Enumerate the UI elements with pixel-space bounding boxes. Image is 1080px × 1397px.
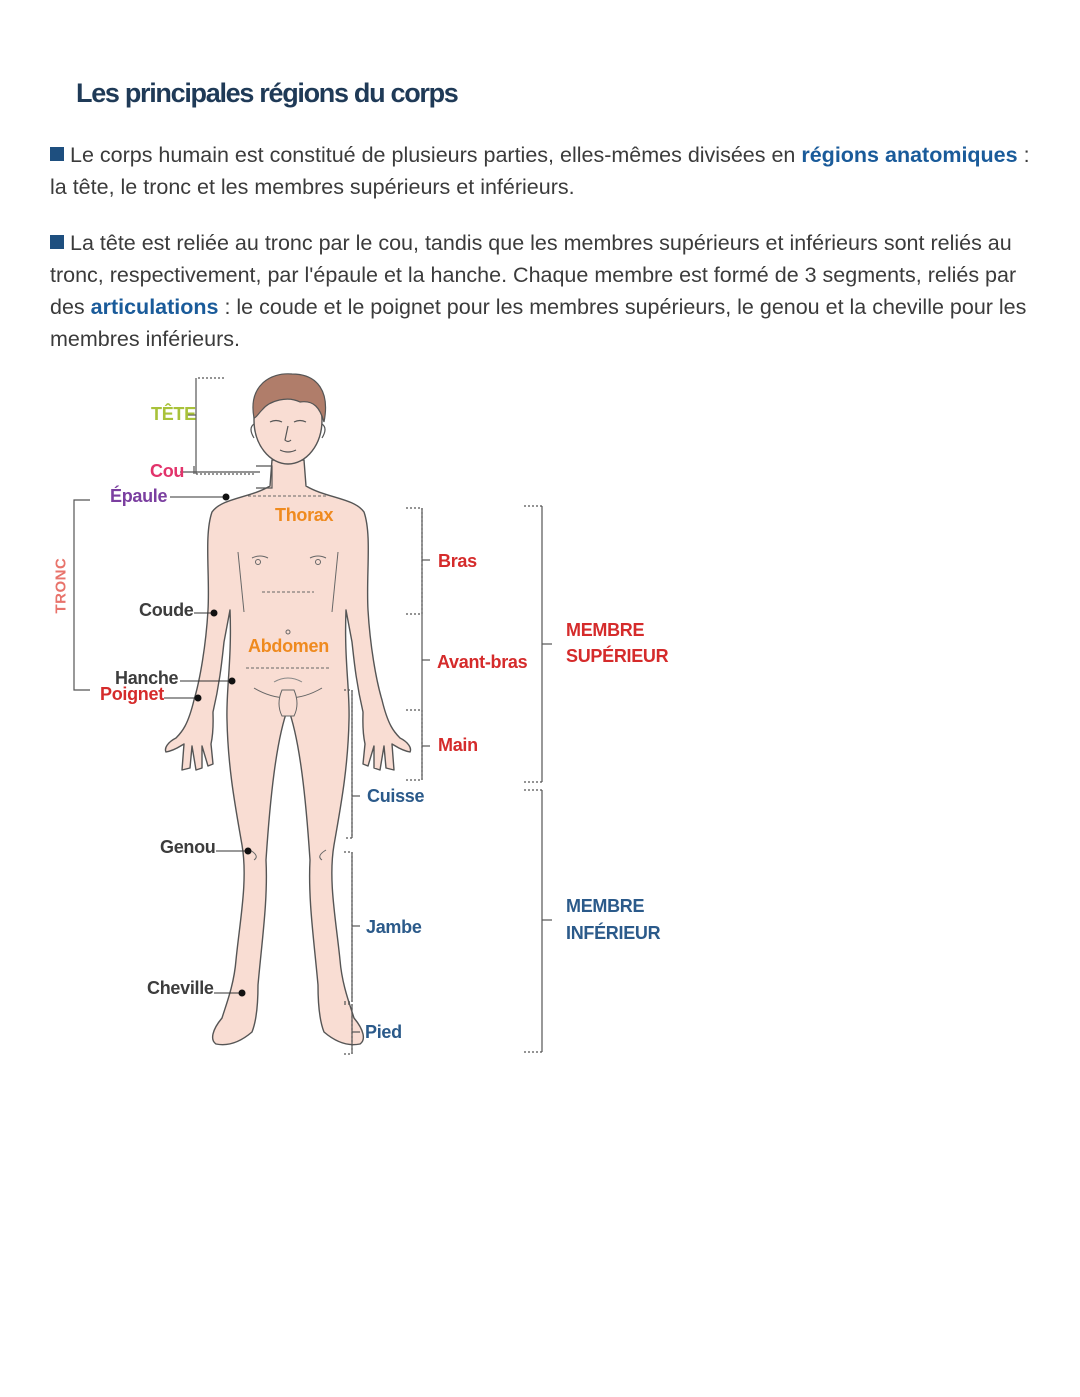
label-cuisse: Cuisse <box>367 786 425 806</box>
arm-brackets <box>406 508 430 780</box>
body-regions-figure <box>0 360 1080 1080</box>
label-abdomen: Abdomen <box>248 636 329 656</box>
body-silhouette <box>165 460 410 1045</box>
paragraph-text: Le corps humain est constitué de plusieurs parties, elles-mêmes divisées en <box>70 143 802 167</box>
label-main: Main <box>438 735 478 755</box>
membre-brackets <box>524 506 552 1052</box>
label-poignet: Poignet <box>100 684 164 704</box>
label-membre-inferieur-line2: INFÉRIEUR <box>566 923 661 943</box>
label-cheville: Cheville <box>147 978 214 998</box>
label-pied: Pied <box>365 1022 402 1042</box>
label-membre-superieur-line2: SUPÉRIEUR <box>566 646 669 666</box>
label-epaule: Épaule <box>110 486 168 506</box>
label-hanche: Hanche <box>115 668 179 688</box>
label-jambe: Jambe <box>366 917 422 937</box>
keyword-articulations: articulations <box>90 295 219 319</box>
label-thorax: Thorax <box>275 505 334 525</box>
wrist-joint-dot <box>195 695 202 702</box>
tronc-bracket <box>74 500 90 690</box>
paragraph-regions <box>50 139 1040 203</box>
label-genou: Genou <box>160 837 216 857</box>
elbow-joint-dot <box>211 610 218 617</box>
square-bullet-icon <box>50 235 64 249</box>
label-tete: TÊTE <box>151 404 196 424</box>
label-tronc: TRONC <box>52 557 70 614</box>
page-title: Les principales régions du corps <box>76 78 458 108</box>
knee-joint-dot <box>245 848 252 855</box>
keyword-regions-anatomiques: régions anatomiques <box>801 143 1018 167</box>
label-coude: Coude <box>139 600 194 620</box>
head-bracket <box>180 378 260 474</box>
square-bullet-icon <box>50 147 64 161</box>
paragraph-articulations <box>50 227 1040 355</box>
paragraph-text: La tête est reliée au tronc par le cou, tandis que les membres supérieurs et inférieurs sont reliés au tronc, respectivement, par l'épaule et la hanche. Chaque membre est formé de 3 segments, reliés par des <box>50 231 1017 319</box>
label-membre-inferieur-line1: MEMBRE <box>566 896 645 916</box>
paragraph-text: : le coude et le poignet pour les membres supérieurs, le genou et la cheville pour les membres inférieurs. <box>50 295 1027 351</box>
paragraph-text: : la tête, le tronc et les membres supérieurs et inférieurs. <box>50 143 1030 199</box>
ankle-joint-dot <box>239 990 246 997</box>
shoulder-joint-dot <box>223 494 230 501</box>
label-membre-superieur-line1: MEMBRE <box>566 620 645 640</box>
label-cou: Cou <box>150 461 185 481</box>
hip-joint-dot <box>229 678 236 685</box>
label-bras: Bras <box>438 551 477 571</box>
label-avant-bras: Avant-bras <box>437 652 528 672</box>
